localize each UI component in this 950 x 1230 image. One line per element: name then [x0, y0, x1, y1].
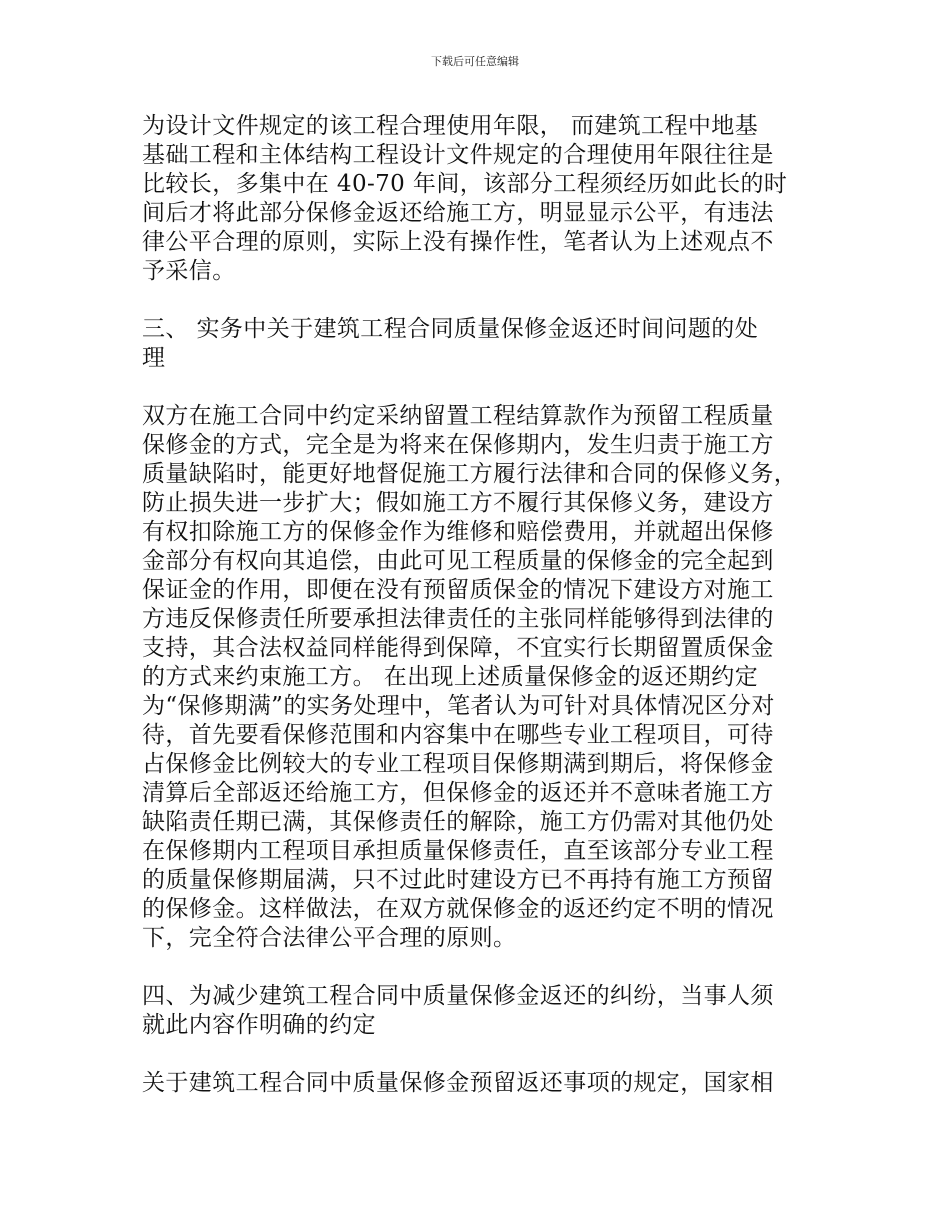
text-line: 关于建筑工程合同中质量保修金预留返还事项的规定，国家相	[142, 1070, 774, 1096]
text-line: 为“保修期满”的实务处理中，笔者认为可针对具体情况区分对	[142, 693, 775, 719]
text-line: 防止损失进一步扩大；假如施工方不履行其保修义务，建设方	[142, 490, 774, 516]
text-line: 待，首先要看保修范围和内容集中在哪些专业工程项目，可待	[142, 722, 774, 748]
text-line: 的保修金。这样做法，在双方就保修金的返还约定不明的情况	[142, 896, 774, 922]
paragraph-gap	[142, 286, 822, 315]
text-line: 基础工程和主体结构工程设计文件规定的合理使用年限往往是	[142, 142, 774, 168]
text-line: 的质量保修期届满，只不过此时建设方已不再持有施工方预留	[142, 867, 774, 893]
text-line: 清算后全部返还给施工方，但保修金的返还并不意味者施工方	[142, 780, 774, 806]
text-line: 为设计文件规定的该工程合理使用年限， 而建筑工程中地基	[142, 113, 759, 139]
text-line: 占保修金比例较大的专业工程项目保修期满到期后，将保修金	[142, 751, 774, 777]
heading-line: 就此内容作明确的约定	[142, 1012, 376, 1038]
text-line: 方违反保修责任所要承担法律责任的主张同样能够得到法律的	[142, 606, 774, 632]
section-heading-4	[142, 982, 822, 1040]
text-line: 比较长，多集中在 40-70 年间，该部分工程须经历如此长的时	[142, 171, 788, 197]
text-line: 双方在施工合同中约定采纳留置工程结算款作为预留工程质量	[142, 403, 774, 429]
text-line: 缺陷责任期已满，其保修责任的解除，施工方仍需对其他仍处	[142, 809, 774, 835]
text-line: 有权扣除施工方的保修金作为维修和赔偿费用，并就超出保修	[142, 519, 774, 545]
text-line: 保证金的作用，即便在没有预留质保金的情况下建设方对施工	[142, 577, 774, 603]
paragraph-gap	[142, 953, 822, 982]
text-line: 予采信。	[142, 258, 236, 284]
text-line: 金部分有权向其追偿，由此可见工程质量的保修金的完全起到	[142, 548, 774, 574]
heading-line: 四、为减少建筑工程合同中质量保修金返还的纠纷，当事人须	[142, 983, 774, 1009]
heading-line: 三、 实务中关于建筑工程合同质量保修金返还时间问题的处	[142, 316, 759, 342]
text-line: 质量缺陷时，能更好地督促施工方履行法律和合同的保修义务，	[142, 461, 798, 487]
text-line: 的方式来约束施工方。 在出现上述质量保修金的返还期约定	[142, 664, 759, 690]
heading-line: 理	[142, 345, 166, 371]
section-heading-3	[142, 315, 822, 373]
paragraph-1	[142, 112, 822, 286]
paragraph-3	[142, 1069, 822, 1098]
text-line: 下，完全符合法律公平合理的原则。	[142, 925, 517, 951]
paragraph-2	[142, 402, 822, 953]
paragraph-gap	[142, 1040, 822, 1069]
text-line: 支持，其合法权益同样能得到保障，不宜实行长期留置质保金	[142, 635, 774, 661]
text-line: 间后才将此部分保修金返还给施工方，明显显示公平，有违法	[142, 200, 774, 226]
paragraph-gap	[142, 373, 822, 402]
text-line: 在保修期内工程项目承担质量保修责任，直至该部分专业工程	[142, 838, 774, 864]
text-line: 保修金的方式，完全是为将来在保修期内，发生归责于施工方	[142, 432, 774, 458]
document-body	[142, 112, 822, 1098]
page-header: 下载后可任意编辑	[431, 55, 519, 68]
text-line: 律公平合理的原则，实际上没有操作性，笔者认为上述观点不	[142, 229, 774, 255]
